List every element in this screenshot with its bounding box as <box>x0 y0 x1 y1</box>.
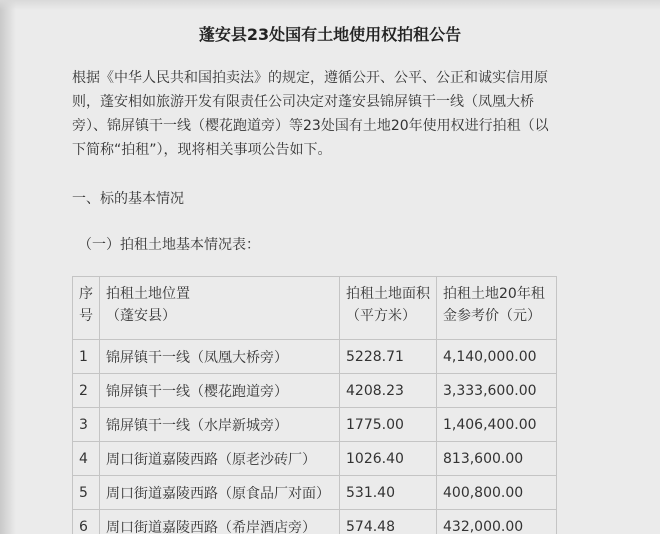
cell-location: 锦屏镇干一线（水岸新城旁） <box>100 408 340 442</box>
cell-price: 432,000.00 <box>437 510 557 534</box>
table-header-row <box>73 277 557 340</box>
table-row <box>73 340 557 374</box>
notice-title: 蓬安县23处国有土地使用权拍租公告 <box>198 25 462 44</box>
intro-line: 则，蓬安相如旅游开发有限责任公司决定对蓬安县锦屏镇干一线（凤凰大桥 <box>72 94 534 110</box>
cell-price: 4,140,000.00 <box>437 340 557 374</box>
table-row <box>73 476 557 510</box>
top-edge-shadow <box>0 0 660 10</box>
table-row <box>73 442 557 476</box>
cell-number: 5 <box>73 476 100 510</box>
cell-area: 4208.23 <box>340 374 437 408</box>
header-cell-price: 拍租土地20年租 金参考价（元） <box>437 277 557 340</box>
cell-number: 4 <box>73 442 100 476</box>
table-row <box>73 510 557 534</box>
cell-area: 574.48 <box>340 510 437 534</box>
cell-price: 813,600.00 <box>437 442 557 476</box>
section-heading: 一、标的基本情况 <box>72 191 184 207</box>
intro-line: 下简称“拍租”），现将相关事项公告如下。 <box>72 142 332 158</box>
intro-line: 根据《中华人民共和国拍卖法》的规定，遵循公开、公平、公正和诚实信用原 <box>72 70 548 86</box>
cell-area: 1775.00 <box>340 408 437 442</box>
cell-number: 3 <box>73 408 100 442</box>
cell-location: 周口街道嘉陵西路（原老沙砖厂） <box>100 442 340 476</box>
cell-location: 锦屏镇干一线（樱花跑道旁） <box>100 374 340 408</box>
cell-area: 531.40 <box>340 476 437 510</box>
cell-location: 周口街道嘉陵西路（希岸酒店旁） <box>100 510 340 534</box>
subsection-heading: （一）拍租土地基本情况表： <box>78 237 260 253</box>
header-cell-number: 序 号 <box>73 277 100 340</box>
header-cell-location: 拍租土地位置 （蓬安县） <box>100 277 340 340</box>
intro-line: 旁）、锦屏镇干一线（樱花跑道旁）等23处国有土地20年使用权进行拍租（以 <box>72 118 549 134</box>
cell-location: 锦屏镇干一线（凤凰大桥旁） <box>100 340 340 374</box>
cell-number: 2 <box>73 374 100 408</box>
page-edge-shadow <box>0 0 16 534</box>
table-row <box>73 408 557 442</box>
cell-area: 1026.40 <box>340 442 437 476</box>
cell-price: 1,406,400.00 <box>437 408 557 442</box>
intro-paragraph <box>72 66 592 162</box>
cell-number: 1 <box>73 340 100 374</box>
header-cell-area: 拍租土地面积 （平方米） <box>340 277 437 340</box>
cell-area: 5228.71 <box>340 340 437 374</box>
cell-number: 6 <box>73 510 100 534</box>
land-info-table <box>72 276 557 534</box>
cell-location: 周口街道嘉陵西路（原食品厂对面） <box>100 476 340 510</box>
cell-price: 400,800.00 <box>437 476 557 510</box>
table-row <box>73 374 557 408</box>
cell-price: 3,333,600.00 <box>437 374 557 408</box>
